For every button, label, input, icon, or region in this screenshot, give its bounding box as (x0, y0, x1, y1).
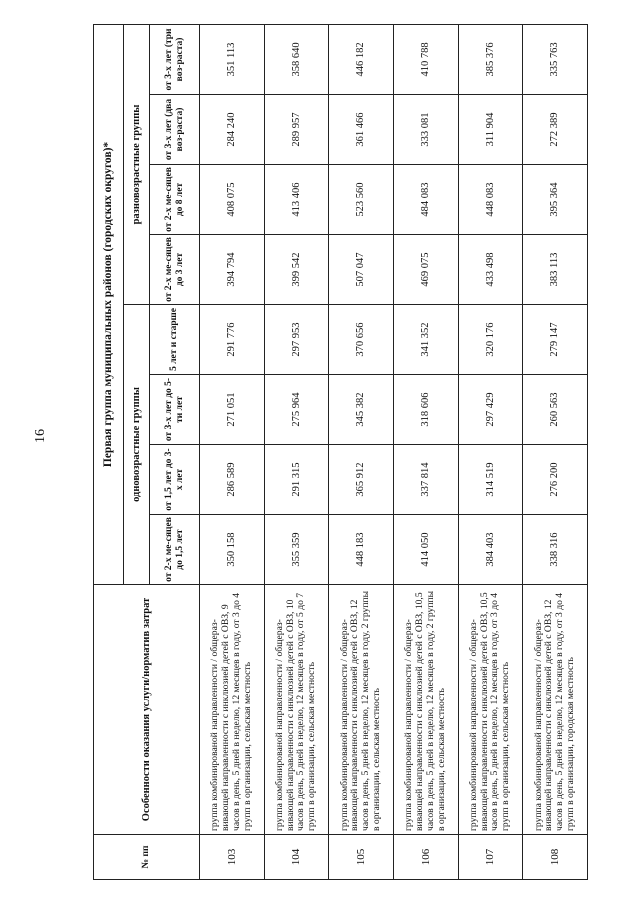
value-cell: 410 788 (393, 24, 458, 94)
value-cell: 414 050 (393, 515, 458, 585)
table-row (200, 24, 265, 879)
value-cell: 446 182 (329, 24, 394, 94)
value-cell: 413 406 (264, 165, 329, 235)
value-cell: 408 075 (200, 165, 265, 235)
value-cell: 320 176 (458, 305, 523, 375)
value-cell: 358 640 (264, 24, 329, 94)
header-age-col: от 3-х лет (два воз-раста) (150, 95, 200, 165)
value-cell: 271 051 (200, 375, 265, 445)
value-cell: 297 953 (264, 305, 329, 375)
value-cell: 338 316 (523, 515, 588, 585)
table-row (458, 24, 523, 879)
value-cell: 448 183 (329, 515, 394, 585)
value-cell: 507 047 (329, 235, 394, 305)
value-cell: 484 083 (393, 165, 458, 235)
value-cell: 289 957 (264, 95, 329, 165)
value-cell: 272 389 (523, 95, 588, 165)
value-cell: 311 904 (458, 95, 523, 165)
page-number: 16 (33, 429, 48, 443)
row-number: 103 (200, 835, 265, 880)
header-age-col: от 2-х ме-сяцев до 8 лет (150, 165, 200, 235)
header-group: Первая группа муниципальных районов (городских округов)* (94, 24, 124, 584)
value-cell: 297 429 (458, 375, 523, 445)
header-age-col: от 1,5 лет до 3-х лет (150, 445, 200, 515)
row-description: группа комбинированой направленности / общераз-вивающей направленности с инклюзией детей с ОВЗ, 12 часов в день, 5 дней в неделю, 12 месяцев в году, от 3 до 4 групп в организации, городская местность (523, 585, 588, 835)
value-cell: 384 403 (458, 515, 523, 585)
value-cell: 341 352 (393, 305, 458, 375)
table-row (523, 24, 588, 879)
row-description: группа комбинированой направленности / общераз-вивающей направленности с инклюзией детей с ОВЗ, 10,5 часов в день, 5 дней в неделю, 12 месяцев в году, 2 группы в организации, сельская местность (393, 585, 458, 835)
value-cell: 433 498 (458, 235, 523, 305)
rotated-table-container (93, 25, 588, 880)
header-age-col: 5 лет и старше (150, 305, 200, 375)
header-age-col: от 2-х ме-сяцев до 3 лет (150, 235, 200, 305)
row-number: 104 (264, 835, 329, 880)
value-cell: 361 466 (329, 95, 394, 165)
header-same-age: одновозрастные группы (124, 305, 150, 585)
value-cell: 385 376 (458, 24, 523, 94)
header-mixed-age: разновозрастные группы (124, 24, 150, 304)
row-number: 105 (329, 835, 394, 880)
value-cell: 399 542 (264, 235, 329, 305)
value-cell: 260 563 (523, 375, 588, 445)
table-row (329, 24, 394, 879)
value-cell: 291 315 (264, 445, 329, 515)
value-cell: 448 083 (458, 165, 523, 235)
value-cell: 333 081 (393, 95, 458, 165)
value-cell: 284 240 (200, 95, 265, 165)
row-number: 107 (458, 835, 523, 880)
value-cell: 286 589 (200, 445, 265, 515)
header-feature: Особенности оказания услуги/норматив затрат (94, 585, 200, 835)
row-description: группа комбинированой направленности / общераз-вивающей направленности с инклюзией детей с ОВЗ, 12 часов в день, 5 дней в неделю, 12 месяцев в году, 2 группы в организации, сельская местность (329, 585, 394, 835)
value-cell: 469 075 (393, 235, 458, 305)
value-cell: 350 158 (200, 515, 265, 585)
value-cell: 351 113 (200, 24, 265, 94)
row-number: 106 (393, 835, 458, 880)
value-cell: 337 814 (393, 445, 458, 515)
value-cell: 523 560 (329, 165, 394, 235)
row-description: группа комбинированой направленности / общераз-вивающей направленности с инклюзией детей с ОВЗ, 10,5 часов в день, 5 дней в неделю, 12 месяцев в году, от 3 до 4 групп в организации, сельская местность (458, 585, 523, 835)
value-cell: 394 794 (200, 235, 265, 305)
value-cell: 318 606 (393, 375, 458, 445)
value-cell: 335 763 (523, 24, 588, 94)
value-cell: 314 519 (458, 445, 523, 515)
row-number: 108 (523, 835, 588, 880)
value-cell: 370 656 (329, 305, 394, 375)
header-age-col: от 3-х лет (три воз-раста) (150, 24, 200, 94)
row-description: группа комбинированой направленности / общераз-вивающей направленности с инклюзией детей с ОВЗ, 9 часов в день, 5 дней в неделю, 12 месяцев в году, от 3 до 4 групп в организации, сельская местность (200, 585, 265, 835)
value-cell: 279 147 (523, 305, 588, 375)
value-cell: 365 912 (329, 445, 394, 515)
header-age-col: от 2-х ме-сяцев до 1,5 лет (150, 515, 200, 585)
value-cell: 383 113 (523, 235, 588, 305)
value-cell: 276 200 (523, 445, 588, 515)
cost-standards-table (93, 24, 588, 880)
value-cell: 355 359 (264, 515, 329, 585)
table-row (393, 24, 458, 879)
header-no: № пп (94, 835, 200, 880)
table-row (264, 24, 329, 879)
value-cell: 291 776 (200, 305, 265, 375)
row-description: группа комбинированой направленности / общераз-вивающей направленности с инклюзией детей с ОВЗ, 10 часов в день, 5 дней в неделю, 12 месяцев в году, от 5 до 7 групп в организации, сельская местность (264, 585, 329, 835)
value-cell: 395 364 (523, 165, 588, 235)
value-cell: 275 964 (264, 375, 329, 445)
value-cell: 345 382 (329, 375, 394, 445)
header-age-col: от 3-х лет до 5-ти лет (150, 375, 200, 445)
